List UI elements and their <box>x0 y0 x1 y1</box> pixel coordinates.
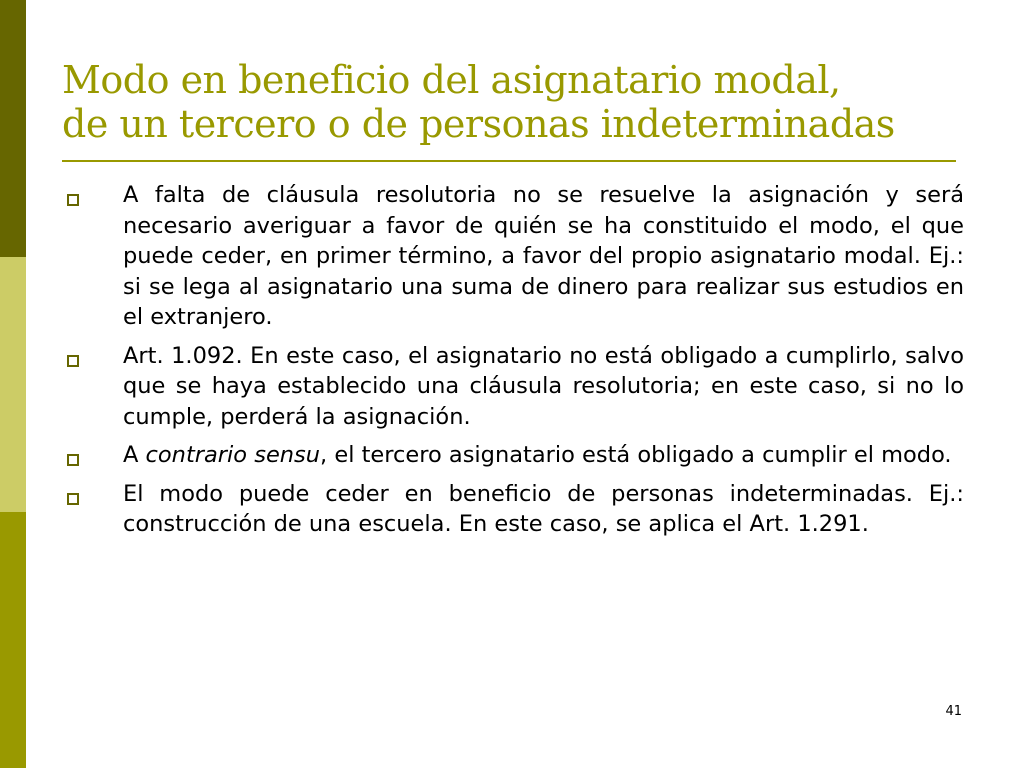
slide-title-line-1: Modo en beneficio del asignatario modal, <box>62 58 841 102</box>
left-accent-bar <box>0 0 26 768</box>
left-accent-bar-light <box>0 257 26 512</box>
slide-title-line-2: de un tercero o de personas indeterminadas <box>62 102 895 146</box>
hollow-square-bullet-icon <box>67 493 79 505</box>
bullet-text-suffix: , el tercero asignatario está obligado a cumplir el modo. <box>320 442 952 468</box>
bullet-item <box>62 440 964 471</box>
bullet-text-emphasis: contrario sensu <box>145 442 321 468</box>
bullet-text: Art. 1.092. En este caso, el asignatario no está obligado a cumplirlo, salvo que se haya establecido una cláusula resolutoria; en este caso, si no lo cumple, perderá la asignación. <box>123 342 964 430</box>
bullet-item <box>62 341 964 433</box>
bullet-list <box>62 180 964 548</box>
bullet-text <box>123 440 964 471</box>
bullet-item <box>62 479 964 540</box>
slide-title <box>62 58 982 146</box>
hollow-square-bullet-icon <box>67 355 79 367</box>
left-accent-bar-mid <box>0 512 26 768</box>
hollow-square-bullet-icon <box>67 194 79 206</box>
bullet-text: El modo puede ceder en beneficio de personas indeterminadas. Ej.: construcción de una escuela. En este caso, se aplica el Art. 1.291. <box>123 480 964 537</box>
bullet-item <box>62 180 964 333</box>
hollow-square-bullet-icon <box>67 454 79 466</box>
left-accent-bar-dark <box>0 0 26 257</box>
bullet-text: A falta de cláusula resolutoria no se resuelve la asignación y será necesario averiguar a favor de quién se ha constituido el modo, el que puede ceder, en primer término, a favor del propio asignatario modal. Ej.: si se lega al asignatario una suma de dinero para realizar sus estudios en el extranjero. <box>123 182 964 330</box>
bullet-text-prefix: A <box>123 442 146 468</box>
title-underline <box>62 160 956 162</box>
page-number: 41 <box>945 704 962 719</box>
